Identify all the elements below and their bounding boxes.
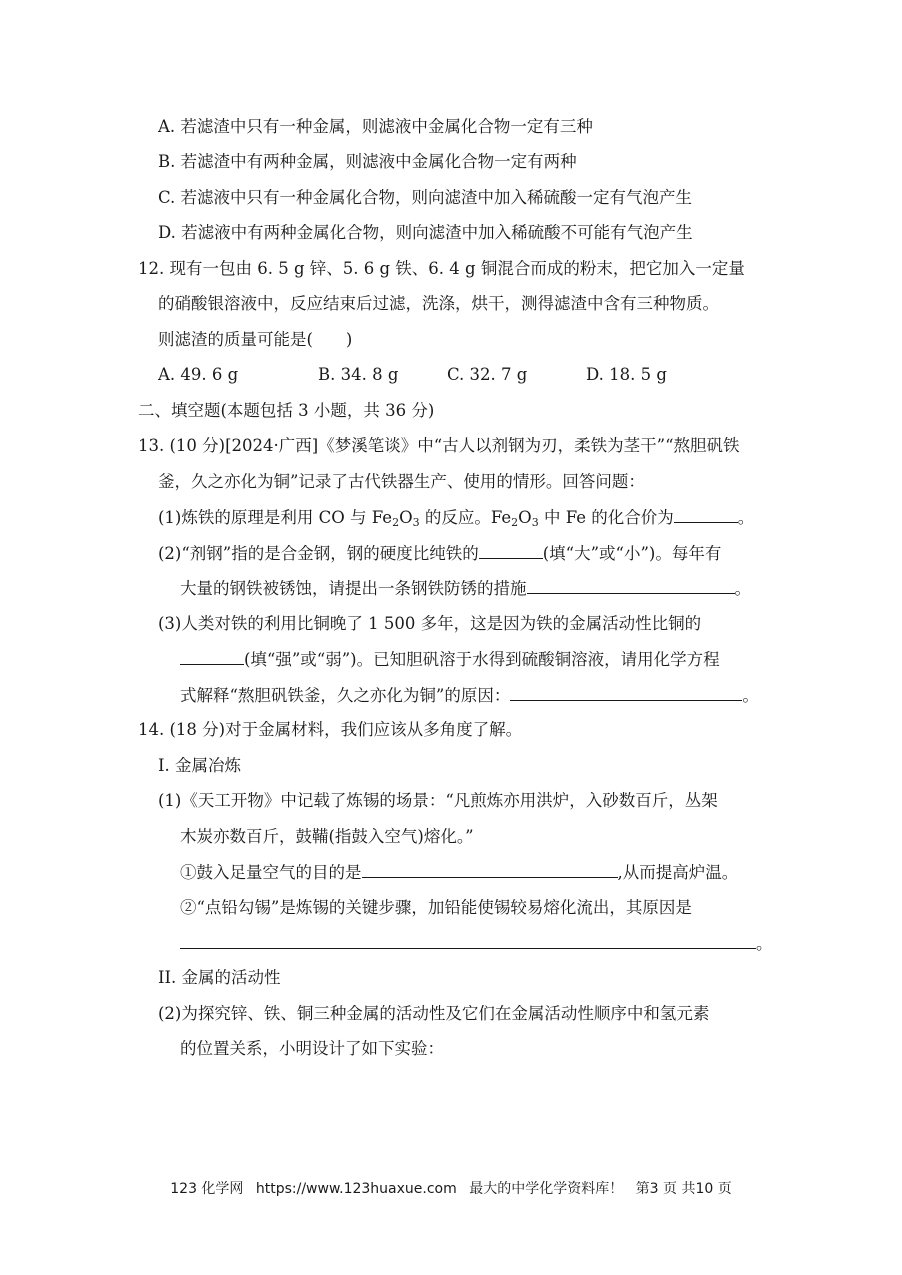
q12-option-b: B. 34. 8 g [318, 365, 399, 384]
q14-stem: 14. (18 分)对于金属材料，我们应该从多角度了解。 [138, 720, 523, 739]
q12-stem-line2: 的硝酸银溶液中，反应结束后过滤，洗涤，烘干，测得滤渣中含有三种物质。 [158, 294, 719, 313]
q13-part3-line3: 式解释“熬胆矾铁釜，久之亦化为铜”的原因： 。 [180, 683, 759, 708]
q13-part1: (1)炼铁的原理是利用 CO 与 $Fe_2O_3$ 的反应。$Fe_2O_3$ 中 Fe 的化合价为 。 [158, 505, 754, 530]
footer-page-number: 第3 页 共10 页 [635, 1181, 732, 1197]
q14-part1-line2: 木炭亦数百斤，鼓鞴(指鼓入空气)熔化。” [180, 827, 474, 846]
q13-part3-line1: (3)人类对铁的利用比铜晚了 1 500 多年，这是因为铁的金属活动性比铜的 [158, 614, 702, 633]
q14-sub2-answer-line: 。 [180, 931, 773, 956]
q12-option-a: A. 49. 6 g [158, 365, 239, 384]
footer-url[interactable]: https://www.123huaxue.com [255, 1181, 457, 1197]
q12-stem-line3: 则滤渣的质量可能是( ) [158, 330, 353, 349]
q12-option-d: D. 18. 5 g [586, 365, 667, 384]
q13-stem-line2: 釜，久之亦化为铜”记录了古代铁器生产、使用的情形。回答问题： [158, 472, 645, 491]
q14-answer-blank-2[interactable] [180, 931, 756, 949]
q13-answer-blank-1[interactable] [674, 505, 738, 523]
footer-site-name: 123 化学网 [170, 1181, 244, 1197]
q13-stem-line1: 13. (10 分)[2024·广西]《梦溪笔谈》中“古人以剂钢为刃，柔铁为茎干”“熬胆矾铁 [138, 436, 740, 455]
q14-section-2-title: II. 金属的活动性 [158, 968, 281, 987]
q13-part2-line2: 大量的钢铁被锈蚀，请提出一条钢铁防锈的措施 。 [180, 576, 751, 601]
q13-answer-blank-2[interactable] [479, 541, 543, 559]
q12-option-c: C. 32. 7 g [447, 365, 528, 384]
q11-option-b: B. 若滤渣中有两种金属，则滤液中金属化合物一定有两种 [158, 152, 577, 171]
page-footer [0, 1178, 902, 1198]
footer-slogan: 最大的中学化学资料库！ [469, 1181, 624, 1197]
q13-part2-line1: (2)“剂钢”指的是合金钢，钢的硬度比纯铁的 (填“大”或“小”)。每年有 [158, 541, 721, 566]
q14-part2-line2: 的位置关系，小明设计了如下实验： [180, 1039, 444, 1058]
q13-answer-blank-4[interactable] [180, 647, 244, 665]
q14-section-1-title: I. 金属冶炼 [158, 756, 242, 775]
q14-sub2: ②“点铅勾锡”是炼锡的关键步骤，加铅能使锡较易熔化流出，其原因是 [180, 898, 692, 917]
q14-part2-line1: (2)为探究锌、铁、铜三种金属的活动性及它们在金属活动性顺序中和氢元素 [158, 1004, 710, 1023]
q13-answer-blank-5[interactable] [510, 683, 742, 701]
section-2-title: 二、填空题(本题包括 3 小题，共 36 分) [138, 401, 435, 420]
q11-option-c: C. 若滤液中只有一种金属化合物，则向滤渣中加入稀硫酸一定有气泡产生 [158, 188, 693, 207]
q14-answer-blank-1[interactable] [362, 860, 618, 878]
q14-sub1: ①鼓入足量空气的目的是 ,从而提高炉温。 [180, 860, 738, 885]
q13-part3-line2: (填“强”或“弱”)。已知胆矾溶于水得到硫酸铜溶液，请用化学方程 [180, 647, 720, 672]
q13-answer-blank-3[interactable] [527, 576, 735, 594]
q11-option-d: D. 若滤液中有两种金属化合物，则向滤渣中加入稀硫酸不可能有气泡产生 [158, 223, 693, 242]
q14-part1-line1: (1)《天工开物》中记载了炼锡的场景：“凡煎炼亦用洪炉，入砂数百斤，丛架 [158, 791, 718, 810]
q12-stem-line1: 12. 现有一包由 6. 5 g 锌、5. 6 g 铁、6. 4 g 铜混合而成的粉末，把它加入一定量 [138, 259, 745, 278]
q11-option-a: A. 若滤渣中只有一种金属，则滤液中金属化合物一定有三种 [158, 117, 593, 136]
